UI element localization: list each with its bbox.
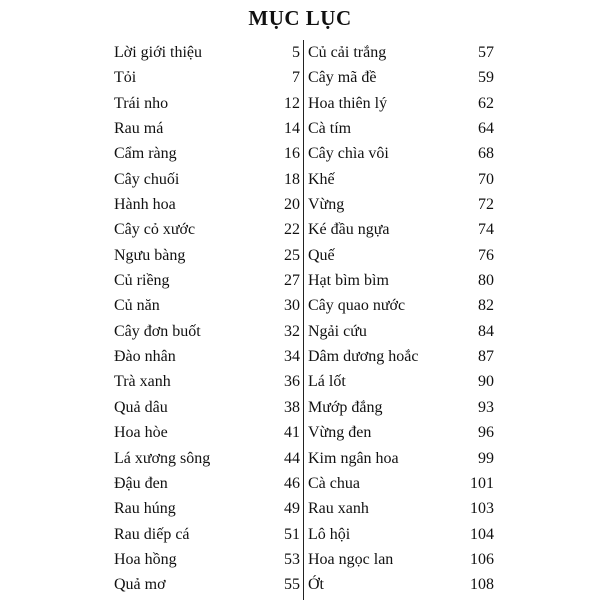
toc-entry — [308, 572, 494, 597]
toc-entry-page-number: 34 — [284, 348, 300, 366]
toc-entry-label: Đào nhân — [114, 348, 176, 366]
toc-entry-page-number: 18 — [284, 170, 300, 188]
toc-entry — [114, 420, 300, 445]
toc-entry-page-number: 22 — [284, 221, 300, 239]
toc-entry — [114, 522, 300, 547]
toc-entry-label: Dâm dương hoắc — [308, 348, 419, 366]
toc-entry-page-number: 30 — [284, 297, 300, 315]
toc-entry — [308, 344, 494, 369]
toc-entry — [308, 446, 494, 471]
toc-entry — [114, 217, 300, 242]
toc-entry — [308, 65, 494, 90]
toc-entry — [114, 167, 300, 192]
toc-entry-page-number: 49 — [284, 500, 300, 518]
toc-entry-page-number: 20 — [284, 196, 300, 214]
toc-entry — [308, 91, 494, 116]
toc-entry-label: Kim ngân hoa — [308, 449, 399, 467]
toc-entry — [308, 141, 494, 166]
toc-entry-label: Củ cải trắng — [308, 44, 387, 61]
toc-entry — [114, 293, 300, 318]
toc-entry — [114, 496, 300, 521]
toc-entry-page-number: 44 — [284, 449, 300, 467]
toc-entry — [308, 217, 494, 242]
toc-entry — [308, 420, 494, 445]
toc-entry-page-number: 62 — [478, 94, 494, 112]
toc-entry-label: Vừng — [308, 196, 345, 214]
toc-entry-label: Mướp đắng — [308, 398, 383, 416]
toc-entry-page-number: 72 — [478, 196, 494, 214]
toc-entry-label: Cây chuối — [114, 170, 180, 188]
toc-entry-page-number: 101 — [470, 474, 494, 492]
toc-entry-page-number: 106 — [470, 550, 494, 568]
toc-entry-page-number: 14 — [284, 120, 300, 138]
toc-entry-page-number: 5 — [292, 44, 300, 61]
toc-entry-label: Vừng đen — [308, 424, 372, 442]
toc-entry-page-number: 76 — [478, 246, 494, 264]
toc-entry — [114, 268, 300, 293]
toc-entry — [114, 192, 300, 217]
toc-entry-label: Ké đầu ngựa — [308, 221, 390, 239]
toc-entry-page-number: 36 — [284, 373, 300, 391]
toc-entry-page-number: 51 — [284, 525, 300, 543]
toc-entry-label: Cây chìa vôi — [308, 145, 389, 163]
toc-entry — [114, 572, 300, 597]
page-title: MỤC LỤC — [248, 6, 352, 30]
toc-left-column — [114, 40, 300, 598]
toc-entry-page-number: 103 — [470, 500, 494, 518]
toc-entry-label: Hạt bìm bìm — [308, 272, 389, 290]
toc-entry — [308, 522, 494, 547]
toc-entry-label: Cà chua — [308, 474, 360, 492]
toc-entry — [114, 243, 300, 268]
toc-entry-label: Khế — [308, 170, 335, 188]
toc-entry-page-number: 46 — [284, 474, 300, 492]
toc-entry — [308, 319, 494, 344]
toc-entry-page-number: 27 — [284, 272, 300, 290]
toc-entry-label: Lời giới thiệu — [114, 44, 203, 61]
toc-entry-label: Trà xanh — [114, 373, 171, 391]
toc-entry-label: Rau má — [114, 120, 164, 138]
toc-entry-page-number: 25 — [284, 246, 300, 264]
toc-entry-page-number: 55 — [284, 576, 300, 594]
toc-entry — [114, 446, 300, 471]
toc-entry — [308, 496, 494, 521]
toc-entry-label: Quế — [308, 246, 335, 264]
toc-entry — [308, 293, 494, 318]
toc-entry-page-number: 84 — [478, 322, 494, 340]
toc-entry — [308, 268, 494, 293]
toc-entry — [114, 65, 300, 90]
toc-entry-label: Hoa ngọc lan — [308, 550, 394, 568]
toc-entry — [114, 344, 300, 369]
toc-entry — [308, 116, 494, 141]
toc-entry-label: Hoa thiên lý — [308, 94, 388, 112]
toc-entry-page-number: 12 — [284, 94, 300, 112]
toc-entry-label: Ngải cứu — [308, 322, 367, 340]
toc-entry-label: Lá lốt — [308, 373, 346, 391]
toc-entry-label: Ớt — [308, 576, 324, 594]
toc-entry-page-number: 93 — [478, 398, 494, 416]
toc-right-column — [308, 40, 494, 598]
toc-entry-page-number: 82 — [478, 297, 494, 315]
toc-entry-label: Cây đơn buốt — [114, 322, 201, 340]
toc-entry — [114, 40, 300, 65]
toc-entry-page-number: 68 — [478, 145, 494, 163]
toc-entry-label: Rau diếp cá — [114, 525, 190, 543]
toc-entry-label: Rau húng — [114, 500, 176, 518]
toc-entry-label: Cây quao nước — [308, 297, 406, 315]
toc-entry-page-number: 32 — [284, 322, 300, 340]
toc-entry-label: Cẩm ràng — [114, 145, 177, 163]
toc-entry-page-number: 38 — [284, 398, 300, 416]
toc-entry-page-number: 74 — [478, 221, 494, 239]
toc-entry — [114, 91, 300, 116]
toc-entry-label: Củ năn — [114, 297, 160, 315]
toc-entry-page-number: 64 — [478, 120, 494, 138]
toc-entry — [308, 40, 494, 65]
toc-entry — [114, 319, 300, 344]
toc-entry-label: Cà tím — [308, 120, 352, 138]
toc-entry-page-number: 59 — [478, 69, 494, 87]
toc-entry-page-number: 70 — [478, 170, 494, 188]
toc-entry — [308, 369, 494, 394]
toc-entry-label: Hoa hồng — [114, 550, 177, 568]
toc-entry — [114, 395, 300, 420]
toc-entry-label: Lá xương sông — [114, 449, 211, 467]
toc-entry-label: Tỏi — [114, 69, 137, 87]
toc-entry-label: Cây cỏ xước — [114, 221, 196, 239]
toc-entry — [114, 141, 300, 166]
toc-entry — [114, 471, 300, 496]
toc-entry-label: Ngưu bàng — [114, 246, 186, 264]
toc-entry — [308, 395, 494, 420]
toc-entry-label: Rau xanh — [308, 500, 369, 518]
toc-entry-page-number: 90 — [478, 373, 494, 391]
toc-entry — [308, 471, 494, 496]
toc-entry — [308, 547, 494, 572]
toc-entry-page-number: 99 — [478, 449, 494, 467]
toc-entry-label: Đậu đen — [114, 474, 168, 492]
toc-entry-page-number: 53 — [284, 550, 300, 568]
toc-entry-page-number: 7 — [292, 69, 300, 87]
toc-entry-page-number: 96 — [478, 424, 494, 442]
toc-entry-label: Hành hoa — [114, 196, 176, 214]
toc-entry-label: Quả dâu — [114, 398, 168, 416]
toc-entry — [114, 116, 300, 141]
toc-entry — [114, 369, 300, 394]
toc-entry — [114, 547, 300, 572]
toc-entry-page-number: 108 — [470, 576, 494, 594]
toc-entry — [308, 192, 494, 217]
toc-entry — [308, 243, 494, 268]
column-divider — [303, 40, 304, 600]
toc-entry-page-number: 80 — [478, 272, 494, 290]
toc-entry-label: Cây mã đề — [308, 69, 377, 87]
toc-entry-page-number: 104 — [470, 525, 494, 543]
toc-entry-label: Quả mơ — [114, 576, 166, 594]
toc-entry-page-number: 16 — [284, 145, 300, 163]
toc-entry-page-number: 41 — [284, 424, 300, 442]
toc-entry-label: Hoa hòe — [114, 424, 168, 442]
toc-entry-label: Lô hội — [308, 525, 351, 543]
toc-entry-label: Củ riềng — [114, 272, 170, 290]
toc-entry-label: Trái nho — [114, 94, 169, 112]
toc-entry — [308, 167, 494, 192]
toc-entry-page-number: 57 — [478, 44, 494, 61]
toc-entry-page-number: 87 — [478, 348, 494, 366]
